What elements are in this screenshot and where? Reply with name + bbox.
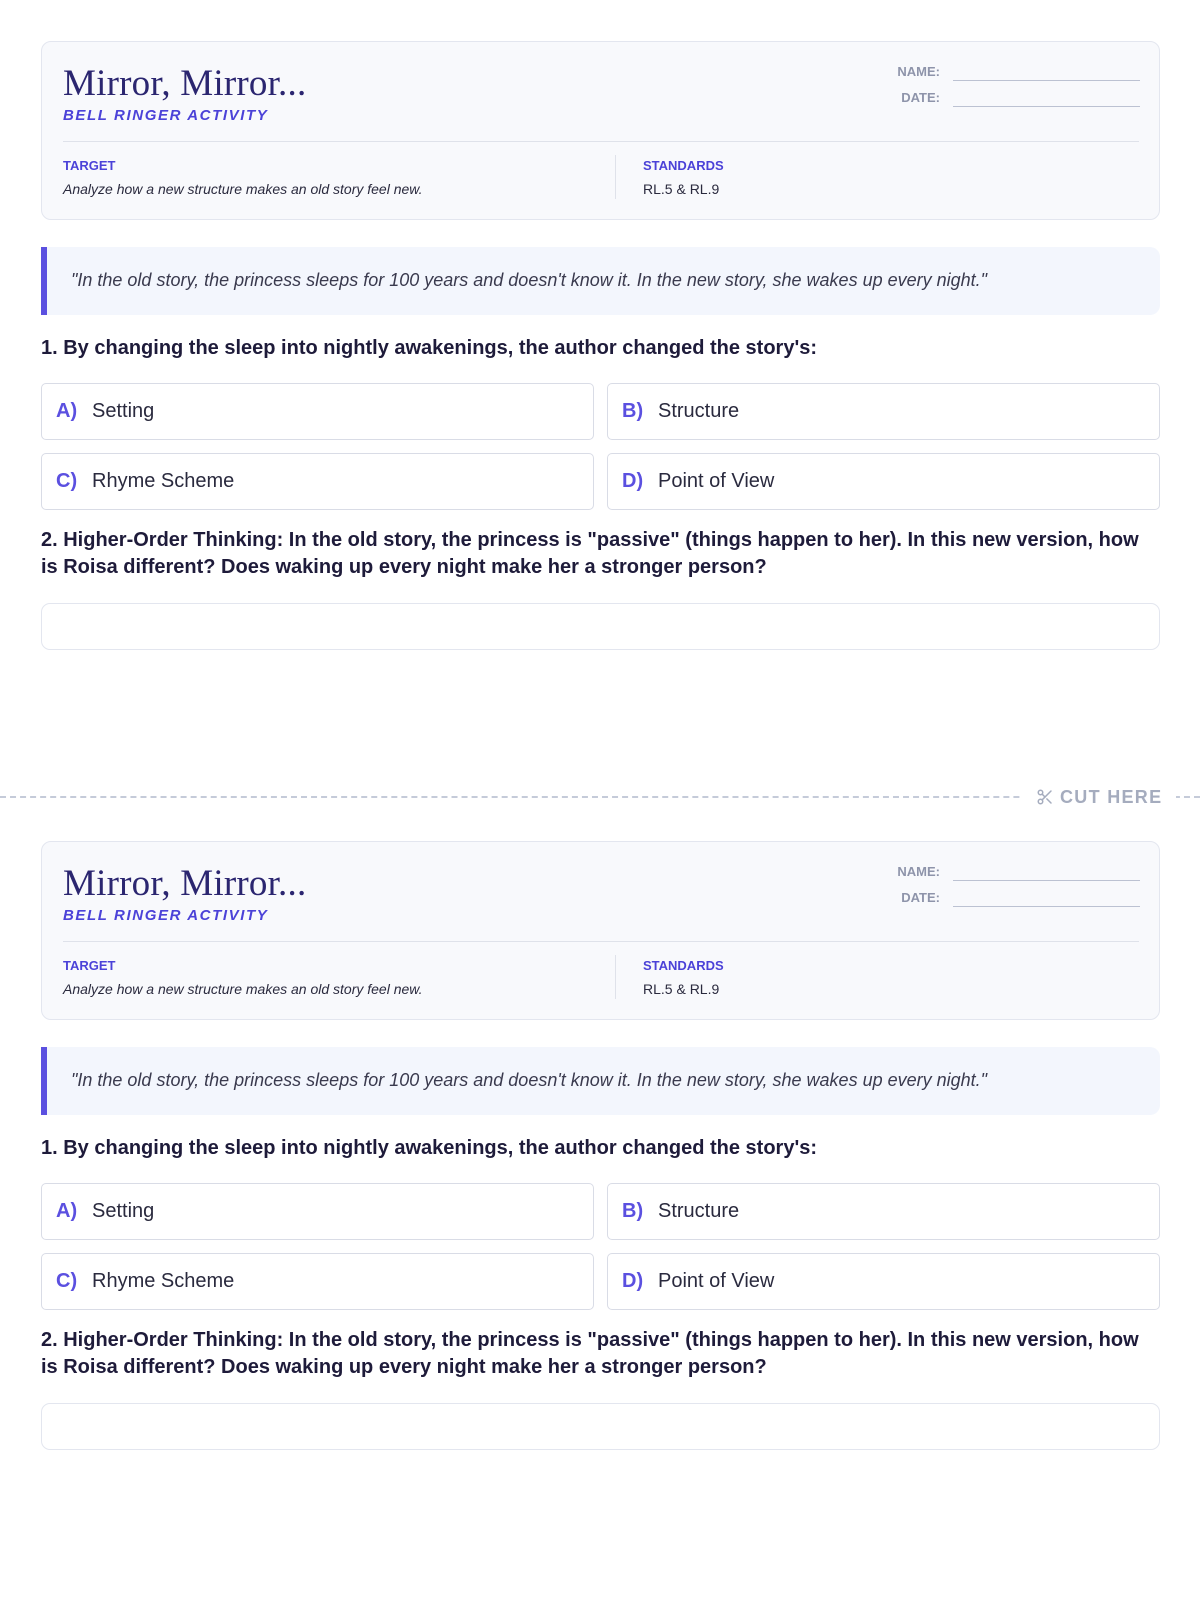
option-letter: B) <box>622 1200 644 1222</box>
worksheet-subtitle: BELL RINGER ACTIVITY <box>63 107 269 124</box>
cut-line <box>0 796 1200 799</box>
meta-divider <box>615 955 616 999</box>
option-text: Structure <box>658 1200 740 1222</box>
header-divider <box>63 141 1139 142</box>
option-a[interactable] <box>41 383 594 440</box>
option-a[interactable] <box>41 1183 594 1240</box>
answer-box[interactable] <box>41 603 1160 650</box>
option-d[interactable] <box>607 1253 1160 1310</box>
name-field-line[interactable] <box>953 880 1140 881</box>
option-b[interactable] <box>607 1183 1160 1240</box>
option-letter: C) <box>56 1270 78 1292</box>
worksheet-top <box>41 41 1160 578</box>
option-letter: B) <box>622 400 644 422</box>
worksheet-title: Mirror, Mirror... <box>63 63 307 104</box>
option-text: Rhyme Scheme <box>92 1270 235 1292</box>
option-text: Setting <box>92 1200 155 1222</box>
option-c[interactable] <box>41 453 594 510</box>
target-label: TARGET <box>63 158 116 173</box>
question-1: 1. By changing the sleep into nightly awakenings, the author changed the story's: <box>41 1137 817 1159</box>
standards-text: RL.5 & RL.9 <box>643 981 720 997</box>
standards-label: STANDARDS <box>643 958 724 973</box>
question-2: 2. Higher-Order Thinking: In the old story, the princess is "passive" (things happen to her). In this new version, how is Roisa different? Does waking up every night make her a stronger person? <box>41 529 1139 578</box>
story-quote: "In the old story, the princess sleeps for 100 years and doesn't know it. In the new story, she wakes up every night." <box>41 247 1160 315</box>
name-field-line[interactable] <box>953 80 1140 81</box>
option-d[interactable] <box>607 453 1160 510</box>
name-label: NAME: <box>897 864 940 879</box>
option-text: Point of View <box>658 470 775 492</box>
option-letter: D) <box>622 1270 644 1292</box>
date-label: DATE: <box>901 890 940 905</box>
header-divider <box>63 941 1139 942</box>
option-letter: A) <box>56 400 78 422</box>
option-letter: A) <box>56 1200 78 1222</box>
standards-text: RL.5 & RL.9 <box>643 181 720 197</box>
option-text: Setting <box>92 400 155 422</box>
worksheet-subtitle: BELL RINGER ACTIVITY <box>63 907 269 924</box>
question-2: 2. Higher-Order Thinking: In the old story, the princess is "passive" (things happen to her). In this new version, how is Roisa different? Does waking up every night make her a stronger person? <box>41 1329 1139 1378</box>
header-card <box>41 41 1160 220</box>
date-label: DATE: <box>901 90 940 105</box>
question-1: 1. By changing the sleep into nightly awakenings, the author changed the story's: <box>41 337 817 359</box>
cut-here-text: CUT HERE <box>1060 787 1163 807</box>
option-text: Structure <box>658 400 740 422</box>
target-text: Analyze how a new structure makes an old story feel new. <box>63 981 423 997</box>
name-label: NAME: <box>897 64 940 79</box>
option-text: Point of View <box>658 1270 775 1292</box>
target-text: Analyze how a new structure makes an old story feel new. <box>63 181 423 197</box>
option-b[interactable] <box>607 383 1160 440</box>
cut-here-label <box>1022 785 1176 809</box>
answer-box[interactable] <box>41 1403 1160 1450</box>
scissors-icon <box>1036 788 1054 812</box>
standards-label: STANDARDS <box>643 158 724 173</box>
option-letter: D) <box>622 470 644 492</box>
option-c[interactable] <box>41 1253 594 1310</box>
worksheet-bottom <box>41 841 1160 1378</box>
option-text: Rhyme Scheme <box>92 470 235 492</box>
option-letter: C) <box>56 470 78 492</box>
target-label: TARGET <box>63 958 116 973</box>
header-card <box>41 841 1160 1020</box>
story-quote: "In the old story, the princess sleeps for 100 years and doesn't know it. In the new story, she wakes up every night." <box>41 1047 1160 1115</box>
meta-divider <box>615 155 616 199</box>
worksheet-title: Mirror, Mirror... <box>63 863 307 904</box>
date-field-line[interactable] <box>953 906 1140 907</box>
date-field-line[interactable] <box>953 106 1140 107</box>
